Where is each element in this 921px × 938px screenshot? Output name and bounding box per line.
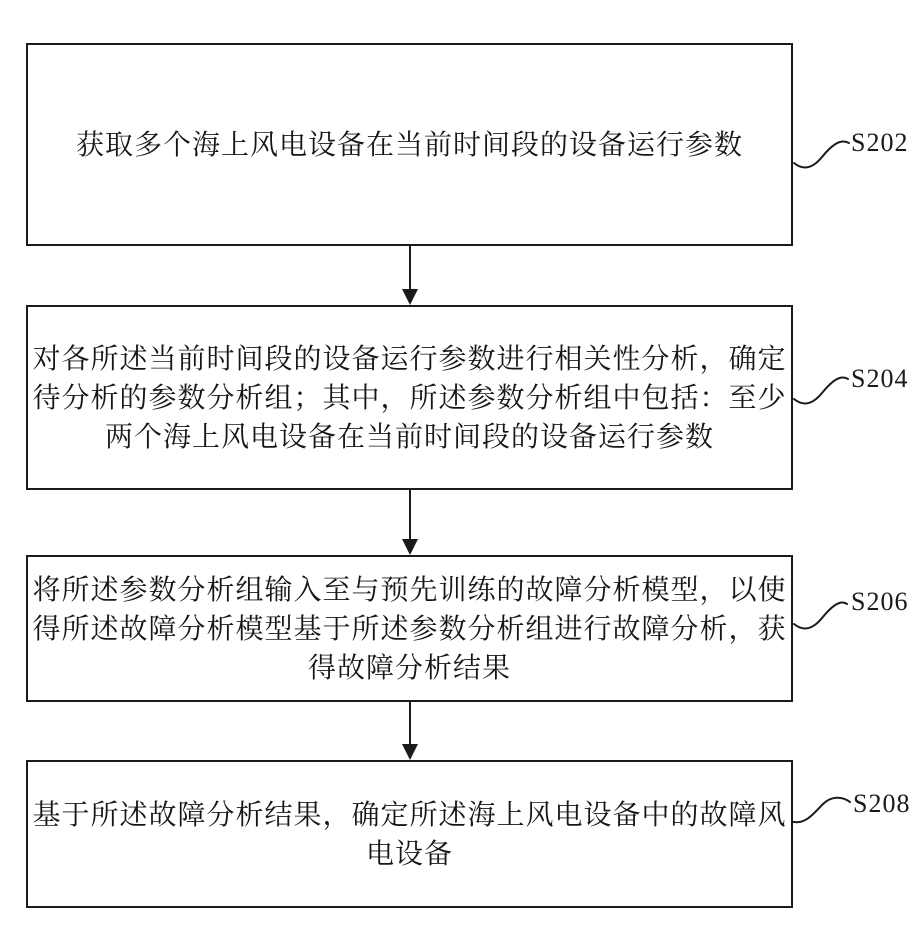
flow-step-box-s206 <box>26 555 793 702</box>
step-text-line: 待分析的参数分析组；其中，所述参数分析组中包括：至少 <box>32 382 787 413</box>
step-text-line: 获取多个海上风电设备在当前时间段的设备运行参数 <box>75 129 743 160</box>
flow-arrow-3 <box>402 702 418 760</box>
flow-step-box-s204 <box>26 305 793 490</box>
step-text-line: 电设备 <box>365 838 453 869</box>
step-label-s204: S204 <box>851 364 909 393</box>
squiggle-connector-s204 <box>794 377 848 403</box>
step-text-line: 基于所述故障分析结果，确定所述海上风电设备中的故障风 <box>32 799 787 830</box>
arrow-head-icon <box>402 744 418 760</box>
step-text-line: 两个海上风电设备在当前时间段的设备运行参数 <box>104 421 714 452</box>
step-label-s202: S202 <box>851 128 909 157</box>
flow-arrow-1 <box>402 245 418 305</box>
step-text-line: 得故障分析结果 <box>307 652 511 683</box>
arrow-stem <box>409 490 411 541</box>
flow-step-box-s202 <box>26 43 793 246</box>
flow-arrow-2 <box>402 490 418 555</box>
squiggle-connector-s206 <box>794 602 847 628</box>
squiggle-connector-s202 <box>794 141 849 167</box>
squiggle-connector-s208 <box>784 798 850 823</box>
step-text-line: 对各所述当前时间段的设备运行参数进行相关性分析，确定 <box>32 343 787 374</box>
arrow-head-icon <box>402 539 418 555</box>
arrow-head-icon <box>402 289 418 305</box>
step-text-line: 得所述故障分析模型基于所述参数分析组进行故障分析，获 <box>32 613 787 644</box>
step-label-s206: S206 <box>851 587 909 616</box>
arrow-stem <box>409 245 411 291</box>
flow-step-box-s208 <box>26 760 793 908</box>
step-text-line: 将所述参数分析组输入至与预先训练的故障分析模型，以使 <box>32 574 787 605</box>
step-label-s208: S208 <box>853 789 911 818</box>
arrow-stem <box>409 702 411 746</box>
